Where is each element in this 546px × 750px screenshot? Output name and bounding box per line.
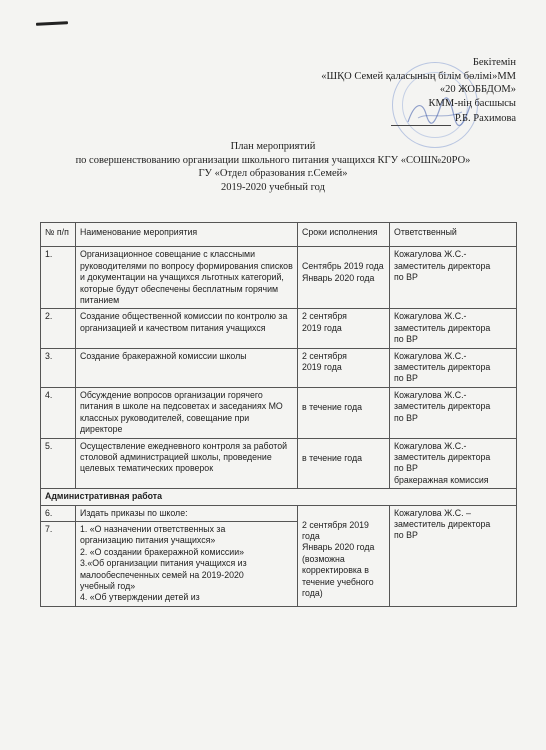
- row-term: в течение года: [298, 387, 390, 438]
- table-row: [41, 387, 517, 438]
- row-term: 2 сентября 2019 года Январь 2020 года (возможна корректировка в течение учебного года): [298, 505, 390, 606]
- row-num: 1.: [41, 247, 76, 309]
- approval-line: «20 ЖОББДОМ»: [439, 84, 516, 95]
- row-num: 7.: [41, 521, 76, 606]
- approval-signer: Р.Б. Рахимова: [454, 113, 516, 124]
- row-name: Издать приказы по школе:: [76, 505, 298, 521]
- row-num: 3.: [41, 348, 76, 387]
- row-term: 2 сентября 2019 года: [298, 348, 390, 387]
- row-num: 2.: [41, 309, 76, 348]
- row-resp: Кожагулова Ж.С.- заместитель директора по ВР бракеражная комиссия: [390, 438, 517, 489]
- approval-block: [321, 56, 516, 126]
- table-row: [41, 348, 517, 387]
- approval-line: «ШҚО Семей қаласының білім бөлімі»ММ: [321, 70, 516, 82]
- title-line-1: План мероприятий: [230, 141, 316, 152]
- row-resp: Кожагулова Ж.С.- заместитель директора по ВР: [390, 348, 517, 387]
- row-resp: Кожагулова Ж.С.- заместитель директора по ВР: [390, 387, 517, 438]
- table-row: [41, 438, 517, 489]
- row-num: 4.: [41, 387, 76, 438]
- title-line-2: по совершенствованию организации школьного питания учащихся КГУ «СОШ№20РО»: [75, 154, 471, 166]
- row-term: 2 сентября 2019 года: [298, 309, 390, 348]
- row-name: Создание общественной комиссии по контролю за организацией и качеством питания учащихся: [76, 309, 298, 348]
- table-row: [41, 505, 517, 521]
- row-term: в течение года: [298, 438, 390, 489]
- approval-line: КММ-нің басшысы: [428, 97, 516, 109]
- document-title: [0, 140, 546, 194]
- row-name: Обсуждение вопросов организации горячего питания в школе на педсоветах и заседаниях МО классных руководителей, совещание при директоре: [76, 387, 298, 438]
- row-name: Осуществление ежедневного контроля за работой столовой администрацией школы, проведение целевых тематических проверок: [76, 438, 298, 489]
- section-title: Административная работа: [41, 489, 517, 505]
- row-name: 1. «О назначении ответственных за организацию питания учащихся» 2. «О создании бракеражной комиссии» 3.«Об организации питания учащихся из малообеспеченных семей на 2019-2020 учебный год» 4. «Об утверждении детей из: [76, 521, 298, 606]
- title-line-4: 2019-2020 учебный год: [221, 181, 325, 193]
- row-term: Сентябрь 2019 года Январь 2020 года: [298, 247, 390, 309]
- header-num: № п/п: [41, 223, 76, 247]
- header-term: Сроки исполнения: [298, 223, 390, 247]
- row-num: 5.: [41, 438, 76, 489]
- header-name: Наименование мероприятия: [76, 223, 298, 247]
- approval-line: Бекітемін: [472, 57, 516, 68]
- table-row: [41, 309, 517, 348]
- pen-mark: [36, 21, 68, 26]
- plan-table: [40, 222, 517, 607]
- row-resp: Кожагулова Ж.С. – заместитель директора по ВР: [390, 505, 517, 606]
- signature-line: [391, 115, 451, 126]
- table-row: [41, 247, 517, 309]
- header-resp: Ответственный: [390, 223, 517, 247]
- row-num: 6.: [41, 505, 76, 521]
- table-header-row: [41, 223, 517, 247]
- title-line-3: ГУ «Отдел образования г.Семей»: [198, 168, 348, 179]
- row-resp: Кожагулова Ж.С.- заместитель директора по ВР: [390, 309, 517, 348]
- section-row: [41, 489, 517, 505]
- row-name: Организационное совещание с классными руководителями по вопросу формирования списков и документации на учащихся льготных категорий, которые будут обеспечены бесплатным горячим питанием: [76, 247, 298, 309]
- row-name: Создание бракеражной комиссии школы: [76, 348, 298, 387]
- row-resp: Кожагулова Ж.С.- заместитель директора по ВР: [390, 247, 517, 309]
